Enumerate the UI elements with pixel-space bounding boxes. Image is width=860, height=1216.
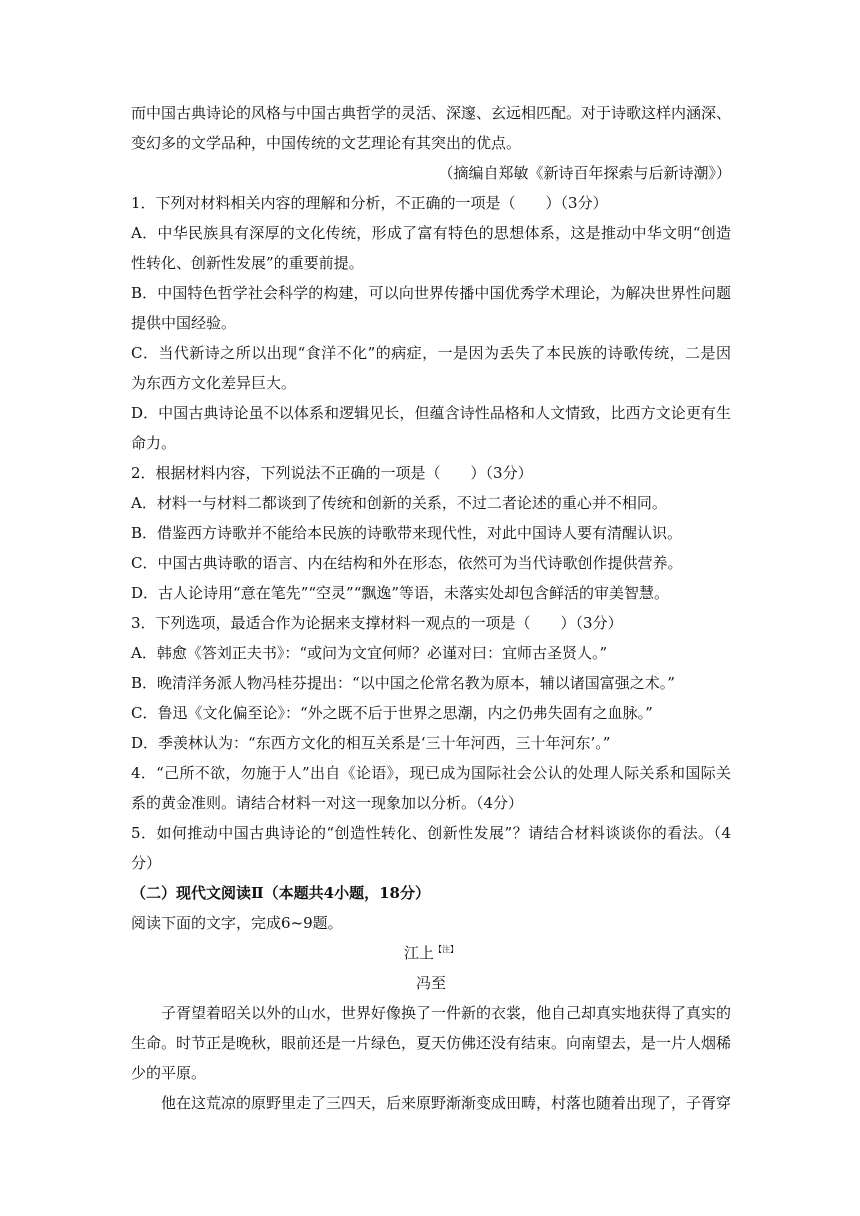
text-line: C．当代新诗之所以出现“食洋不化”的病症，一是因为丢失了本民族的诗歌传统，二是因 — [131, 344, 731, 362]
story-text — [131, 998, 731, 1118]
text-line: D．季羡林认为：“东西方文化的相互关系是‘三十年河西，三十年河东’。” — [131, 734, 611, 752]
text-line: 5．如何推动中国古典诗论的“创造性转化、创新性发展”？请结合材料谈谈你的看法。（4 — [131, 824, 731, 842]
story-title — [131, 938, 731, 968]
story-author: 冯至 — [415, 974, 446, 992]
footnote-marker: 【注】 — [434, 945, 458, 954]
text-line: B．中国特色哲学社会科学的构建，可以向世界传播中国优秀学术理论，为解决世界性问题 — [131, 284, 731, 302]
question-section — [131, 98, 731, 938]
text-line: 分） — [131, 854, 162, 872]
story-text-line: 少的平原。 — [131, 1064, 207, 1082]
text-line: B．借鉴西方诗歌并不能给本民族的诗歌带来现代性，对此中国诗人要有清醒认识。 — [131, 524, 683, 542]
text-line: 变幻多的文学品种，中国传统的文艺理论有其突出的优点。 — [131, 134, 522, 152]
text-line: A．韩愈《答刘正夫书》：“或问为文宜何师？必谨对曰：宜师古圣贤人。” — [131, 644, 608, 662]
text-line: B．晚清洋务派人物冯桂芬提出：“以中国之伦常名教为原本，辅以诸国富强之术。” — [131, 674, 675, 692]
text-line: 1．下列对材料相关内容的理解和分析，不正确的一项是（ ）（3分） — [131, 194, 608, 212]
text-line: 而中国古典诗论的风格与中国古典哲学的灵活、深邃、玄远相匹配。对于诗歌这样内涵深、 — [131, 104, 732, 122]
text-line: 3．下列选项，最适合作为论据来支撑材料一观点的一项是（ ）（3分） — [131, 614, 623, 632]
text-line: 提供中国经验。 — [131, 314, 237, 332]
story-text-line: 子胥望着昭关以外的山水，世界好像换了一件新的衣裳，他自己却真实地获得了真实的 — [161, 1004, 732, 1022]
text-line: 4．“己所不欲，勿施于人”出自《论语》，现已成为国际社会公认的处理人际关系和国际关 — [131, 764, 731, 782]
text-line: 性转化、创新性发展”的重要前提。 — [131, 254, 364, 272]
text-line: D．中国古典诗论虽不以体系和逻辑见长，但蕴含诗性品格和人文情致，比西方文论更有生 — [131, 404, 731, 422]
story-text-line: 生命。时节正是晚秋，眼前还是一片绿色，夏天仿佛还没有结束。向南望去，是一片人烟稀 — [131, 1034, 732, 1052]
text-line: A．中华民族具有深厚的文化传统，形成了富有特色的思想体系，这是推动中华文明“创造 — [131, 224, 731, 242]
text-line: A．材料一与材料二都谈到了传统和创新的关系，不过二者论述的重心并不相同。 — [131, 494, 667, 512]
text-line: D．古人论诗用“意在笔先”“空灵”“飘逸”等语，未落实处却包含鲜活的审美智慧。 — [131, 584, 670, 602]
text-line: 为东西方文化差异巨大。 — [131, 374, 297, 392]
story-text-line: 他在这荒凉的原野里走了三四天，后来原野渐渐变成田畴，村落也随着出现了，子胥穿 — [161, 1094, 732, 1112]
text-line: 系的黄金准则。请结合材料一对这一现象加以分析。（4分） — [131, 794, 524, 812]
story-title-text: 江上 — [403, 944, 434, 962]
text-line: C．中国古典诗歌的语言、内在结构和外在形态，依然可为当代诗歌创作提供营养。 — [131, 554, 683, 572]
text-line: C．鲁迅《文化偏至论》：“外之既不后于世界之思潮，内之仍弗失固有之血脉。” — [131, 704, 653, 722]
document-body — [131, 98, 731, 1118]
text-line: （摘编自郑敏《新诗百年探索与后新诗潮》） — [438, 164, 731, 182]
text-line: 阅读下面的文字，完成6~9题。 — [131, 914, 343, 932]
text-line: 2．根据材料内容，下列说法不正确的一项是（ ）（3分） — [131, 464, 533, 482]
text-line: （二）现代文阅读Ⅱ（本题共4小题，18分） — [131, 884, 430, 902]
text-line: 命力。 — [131, 434, 177, 452]
